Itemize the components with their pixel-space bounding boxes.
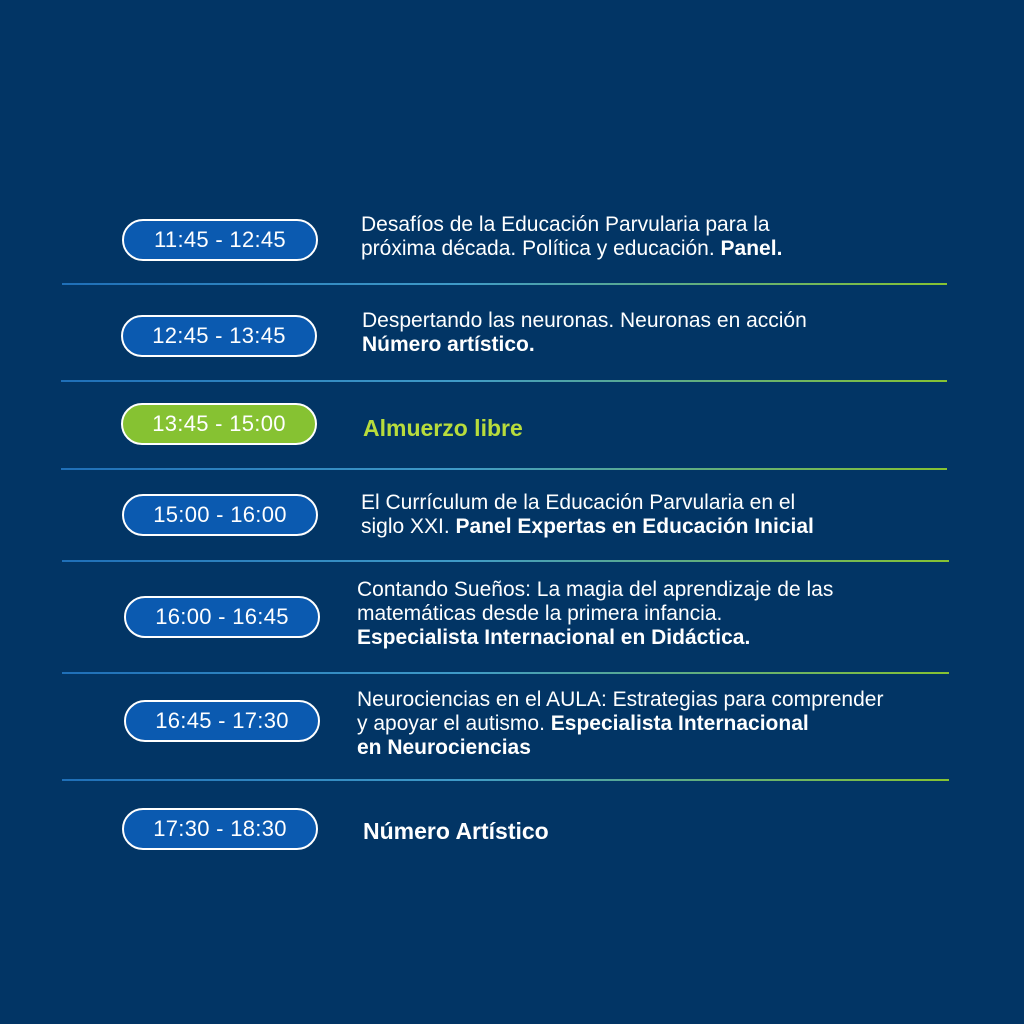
description-text: próxima década. Política y educación.	[361, 237, 721, 260]
session-type: Panel Expertas en Educación Inicial	[455, 515, 814, 538]
session-description	[361, 491, 814, 539]
time-badge: 11:45 - 12:45	[122, 219, 318, 261]
session-title: Número Artístico	[363, 818, 549, 844]
description-line: El Currículum de la Educación Parvularia en el	[361, 491, 796, 514]
divider	[62, 283, 947, 285]
description-line	[362, 333, 807, 357]
divider	[62, 560, 949, 562]
session-description	[361, 213, 782, 261]
description-line	[357, 626, 833, 650]
description-line	[361, 515, 814, 539]
divider	[62, 779, 949, 781]
time-badge: 13:45 - 15:00	[121, 403, 317, 445]
time-badge: 12:45 - 13:45	[121, 315, 317, 357]
divider	[61, 380, 947, 382]
session-type: Especialista Internacional en Didáctica.	[357, 626, 751, 649]
description-line: matemáticas desde la primera infancia.	[357, 602, 723, 625]
description-line: Desafíos de la Educación Parvularia para la	[361, 213, 770, 236]
time-badge: 16:45 - 17:30	[124, 700, 320, 742]
description-line: Neurociencias en el AULA: Estrategias para comprender	[357, 688, 884, 711]
description-line	[357, 712, 883, 736]
session-type: Panel.	[720, 237, 783, 260]
session-description	[357, 688, 883, 760]
session-title: Almuerzo libre	[363, 415, 523, 441]
description-line	[357, 736, 883, 760]
session-type: Número artístico.	[362, 333, 535, 356]
time-badge: 15:00 - 16:00	[122, 494, 318, 536]
description-line: Contando Sueños: La magia del aprendizaje de las	[357, 578, 834, 601]
session-description	[357, 578, 833, 650]
session-type: en Neurociencias	[357, 736, 531, 759]
description-text: siglo XXI.	[361, 515, 456, 538]
time-badge: 17:30 - 18:30	[122, 808, 318, 850]
session-description	[362, 309, 807, 357]
time-badge: 16:00 - 16:45	[124, 596, 320, 638]
divider	[62, 672, 949, 674]
description-text: y apoyar el autismo.	[357, 712, 551, 735]
session-type: Especialista Internacional	[550, 712, 809, 735]
description-line	[361, 237, 782, 261]
description-line: Despertando las neuronas. Neuronas en acción	[362, 309, 807, 332]
divider	[61, 468, 947, 470]
